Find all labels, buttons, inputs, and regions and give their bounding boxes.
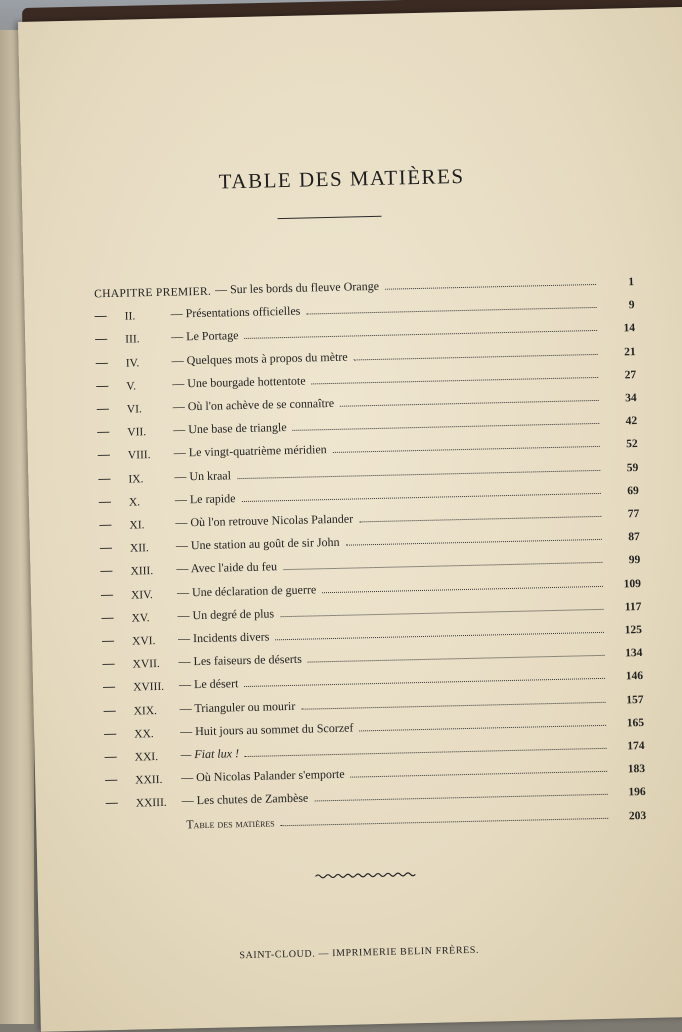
chapter-number: XXIII. — [135, 797, 167, 810]
leader-dots — [354, 354, 598, 361]
chapter-number: VIII. — [127, 449, 151, 463]
chapter-number: XIII. — [130, 565, 154, 578]
ditto-dash: — — [99, 540, 113, 555]
chapter-number: XVII. — [132, 658, 160, 671]
leader-dots — [314, 794, 607, 802]
chapter-title: — Le Portage — [171, 328, 239, 344]
chapter-title: — Où Nicolas Palander s'emporte — [181, 766, 345, 785]
chapter-number: XII. — [129, 542, 149, 555]
ditto-dash: — — [95, 331, 108, 346]
chapter-title: — Fiat lux ! — [180, 746, 240, 762]
page-number: 14 — [623, 322, 636, 335]
chapter-title: — Quelques mots à propos du mètre — [171, 349, 348, 368]
page-number: 174 — [627, 739, 645, 753]
book-page — [18, 7, 682, 1032]
chapter-number: XIX. — [133, 704, 158, 718]
leader-dots — [281, 817, 608, 825]
ditto-dash: — — [101, 632, 115, 648]
chapter-number: XV. — [131, 611, 150, 625]
ditto-dash: — — [94, 308, 107, 323]
leader-dots — [322, 585, 603, 592]
chapter-number: III. — [125, 333, 140, 347]
chapter-title: — Sur les bords du fleuve Orange — [214, 278, 380, 297]
chapter-number: X. — [128, 496, 141, 509]
page-number: 117 — [624, 600, 642, 614]
index-title: Table des matières — [186, 814, 275, 831]
ditto-dash: — — [98, 470, 111, 485]
ditto-dash: — — [95, 354, 108, 369]
leader-dots — [301, 701, 605, 709]
page-number: 109 — [623, 577, 642, 590]
page-title: TABLE DES MATIÈRES — [218, 163, 465, 194]
page-number: 59 — [626, 461, 639, 474]
leader-dots — [283, 562, 602, 570]
page-number: 87 — [628, 531, 640, 544]
leader-dots — [351, 771, 608, 778]
page-number: 9 — [628, 299, 635, 312]
leader-dots — [237, 469, 600, 478]
page-number: 1 — [628, 276, 635, 289]
chapter-number: XXI. — [134, 751, 159, 764]
leader-dots — [385, 284, 596, 290]
page-number: 203 — [628, 809, 647, 822]
chapter-number: IV. — [125, 356, 140, 370]
page-number: 157 — [626, 693, 644, 706]
leader-dots — [359, 516, 601, 522]
page-number: 99 — [628, 554, 641, 567]
page-number: 21 — [624, 345, 636, 358]
ditto-dash: — — [100, 586, 114, 601]
ditto-dash: — — [103, 725, 117, 741]
ditto-dash: — — [99, 517, 112, 532]
leader-dots — [242, 493, 601, 502]
page-number: 196 — [628, 786, 646, 799]
chapter-title: — Trianguler ou mourir — [179, 698, 296, 716]
chapter-title: — Les faiseurs de déserts — [178, 651, 302, 669]
chapter-title: — Le désert — [178, 676, 239, 692]
chapter-title: — Où l'on retrouve Nicolas Palander — [175, 511, 354, 530]
leader-dots — [275, 632, 604, 640]
chapter-title: — Les chutes de Zambèse — [181, 791, 309, 808]
chapter-number: XVI. — [131, 635, 156, 648]
page-number: 134 — [625, 647, 643, 660]
leader-dots — [245, 748, 607, 757]
ditto-dash: — — [104, 748, 117, 764]
ditto-dash: — — [102, 656, 115, 671]
chapter-title: — Une déclaration de guerre — [176, 581, 317, 600]
leader-dots — [245, 330, 598, 339]
page-number: 77 — [627, 508, 640, 521]
chapter-title: — Présentations officielles — [170, 303, 301, 321]
ditto-dash: — — [103, 702, 116, 717]
leader-dots — [359, 725, 606, 732]
chapter-number: XI. — [129, 519, 145, 532]
page-number: 183 — [627, 763, 646, 776]
chapter-number: XIV. — [130, 588, 154, 602]
ditto-dash: — — [101, 609, 114, 625]
leader-dots — [293, 423, 600, 431]
chapter-prefix: CHAPITRE PREMIER. — [94, 285, 212, 301]
chapter-title: — Le vingt-quatrième méridien — [173, 442, 327, 460]
page-number: 125 — [624, 624, 643, 637]
page-number: 52 — [626, 438, 638, 451]
leader-dots — [244, 678, 605, 687]
page-number: 146 — [625, 670, 644, 683]
page-number: 165 — [626, 716, 645, 730]
ditto-dash: — — [105, 772, 118, 787]
printer-imprint: SAINT-CLOUD. — IMPRIMERIE BELIN FRÈRES. — [239, 944, 480, 962]
chapter-title: — Une base de triangle — [173, 420, 287, 437]
page-number: 42 — [625, 415, 638, 428]
chapter-number: XXII. — [135, 774, 163, 787]
chapter-number: VI. — [126, 403, 142, 416]
page-number: 34 — [625, 392, 637, 405]
ditto-dash: — — [97, 447, 110, 462]
chapter-number: V. — [126, 380, 137, 393]
leader-dots — [346, 539, 602, 546]
leader-dots — [312, 377, 599, 385]
chapter-number: XX. — [134, 727, 154, 741]
chapter-title: — Un kraal — [174, 467, 232, 484]
chapter-title: — Un degré de plus — [177, 606, 275, 623]
leader-dots — [308, 655, 605, 663]
page-number: 27 — [624, 368, 637, 382]
chapter-number: XVIII. — [133, 681, 165, 694]
chapter-number: II. — [124, 310, 136, 323]
ditto-dash: — — [97, 424, 110, 439]
chapter-title: — Où l'on achève de se connaître — [172, 395, 335, 414]
leader-dots — [280, 609, 603, 617]
ditto-dash: — — [100, 563, 113, 578]
leader-dots — [306, 307, 596, 315]
chapter-number: IX. — [128, 472, 144, 486]
page-number: 69 — [627, 484, 639, 498]
chapter-title: — Le rapide — [174, 490, 236, 507]
ditto-dash: — — [96, 377, 109, 393]
chapter-number: VII. — [127, 426, 147, 439]
chapter-title: — Huit jours au sommet du Scorzef — [179, 720, 354, 739]
ditto-dash: — — [98, 493, 112, 509]
ditto-dash: — — [102, 679, 116, 694]
chapter-title: — Avec l'aide du feu — [176, 559, 278, 576]
chapter-title: — Une bourgade hottentote — [172, 373, 306, 391]
ditto-dash: — — [96, 401, 109, 416]
chapter-title: — Une station au goût de sir John — [175, 535, 340, 553]
ditto-dash: — — [105, 795, 118, 810]
leader-dots — [340, 400, 599, 407]
chapter-title: — Incidents divers — [177, 629, 270, 646]
leader-dots — [333, 446, 600, 453]
